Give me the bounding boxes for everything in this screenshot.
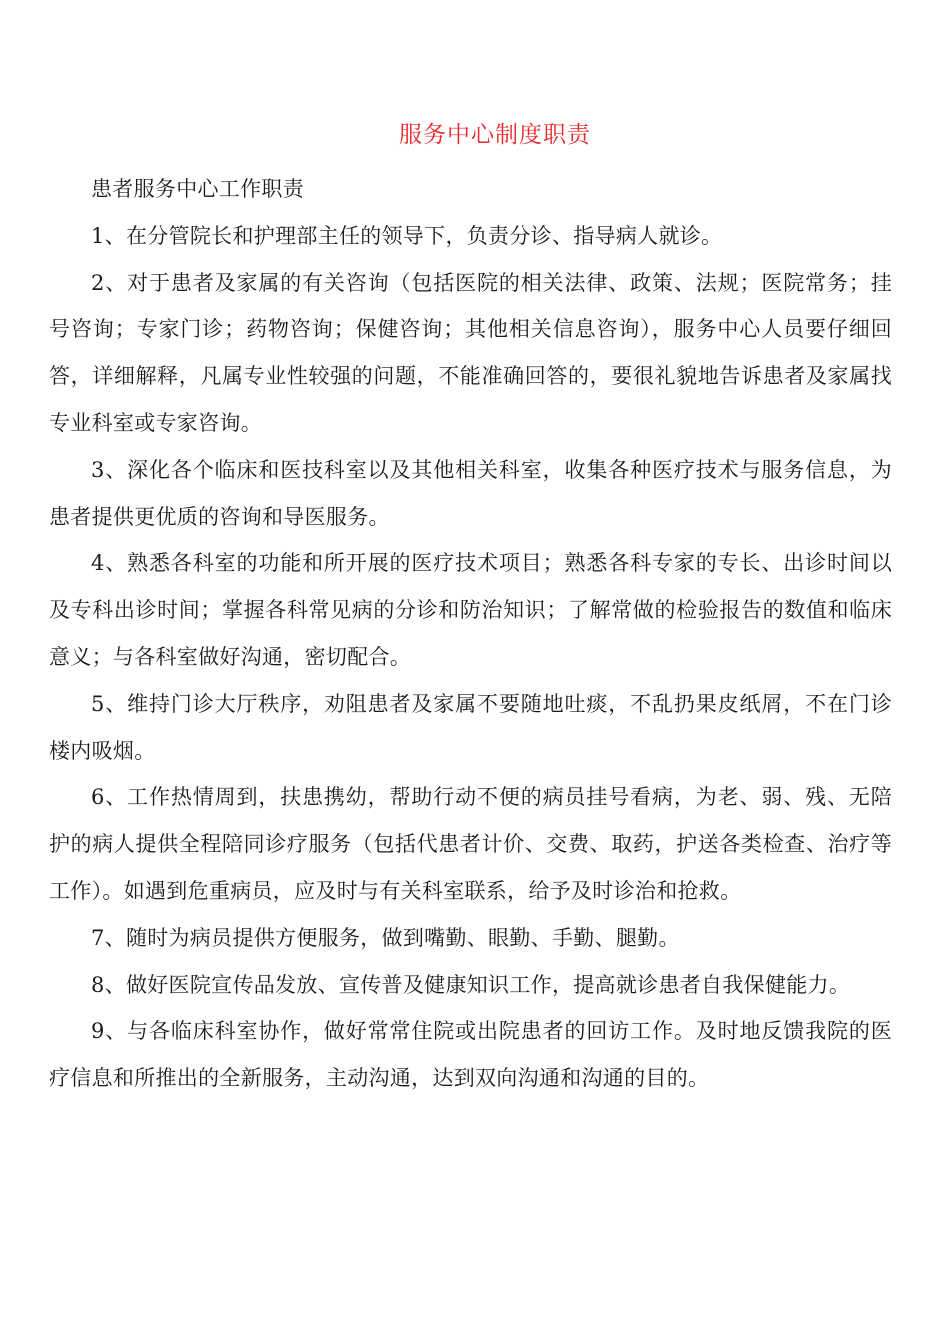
duty-item-1: 1、在分管院长和护理部主任的领导下，负责分诊、指导病人就诊。 xyxy=(91,223,723,248)
duty-item-9: 9、与各临床科室协作，做好常常住院或出院患者的回访工作。及时地反馈我院的医疗信息和所推出的全新服务，主动沟通，达到双向沟通和沟通的目的。 xyxy=(49,1019,892,1091)
duty-item-3: 3、深化各个临床和医技科室以及其他相关科室，收集各种医疗技术与服务信息，为患者提供更优质的咨询和导医服务。 xyxy=(49,457,892,529)
duty-item-4: 4、熟悉各科室的功能和所开展的医疗技术项目；熟悉各科专家的专长、出诊时间以及专科出诊时间；掌握各科常见病的分诊和防治知识；了解常做的检验报告的数值和临床意义；与各科室做好沟通，密切配合。 xyxy=(49,551,892,669)
duty-item-7: 7、随时为病员提供方便服务，做到嘴勤、眼勤、手勤、腿勤。 xyxy=(91,925,680,950)
duty-item-6: 6、工作热情周到，扶患携幼，帮助行动不便的病员挂号看病，为老、弱、残、无陪护的病人提供全程陪同诊疗服务（包括代患者计价、交费、取药，护送各类检查、治疗等工作）。如遇到危重病员，应及时与有关科室联系，给予及时诊治和抢救。 xyxy=(49,785,892,903)
duty-item-2: 2、对于患者及家属的有关咨询（包括医院的相关法律、政策、法规；医院常务；挂号咨询；专家门诊；药物咨询；保健咨询；其他相关信息咨询），服务中心人员要仔细回答，详细解释，凡属专业性较强的问题，不能准确回答的，要很礼貌地告诉患者及家属找专业科室或专家咨询。 xyxy=(49,270,892,435)
document-body xyxy=(49,166,892,1102)
duty-item-5: 5、维持门诊大厅秩序，劝阻患者及家属不要随地吐痰，不乱扔果皮纸屑，不在门诊楼内吸烟。 xyxy=(49,691,892,763)
duty-item-8: 8、做好医院宣传品发放、宣传普及健康知识工作，提高就诊患者自我保健能力。 xyxy=(91,972,851,997)
document-title: 服务中心制度职责 xyxy=(399,122,591,148)
section-heading: 患者服务中心工作职责 xyxy=(91,177,304,201)
